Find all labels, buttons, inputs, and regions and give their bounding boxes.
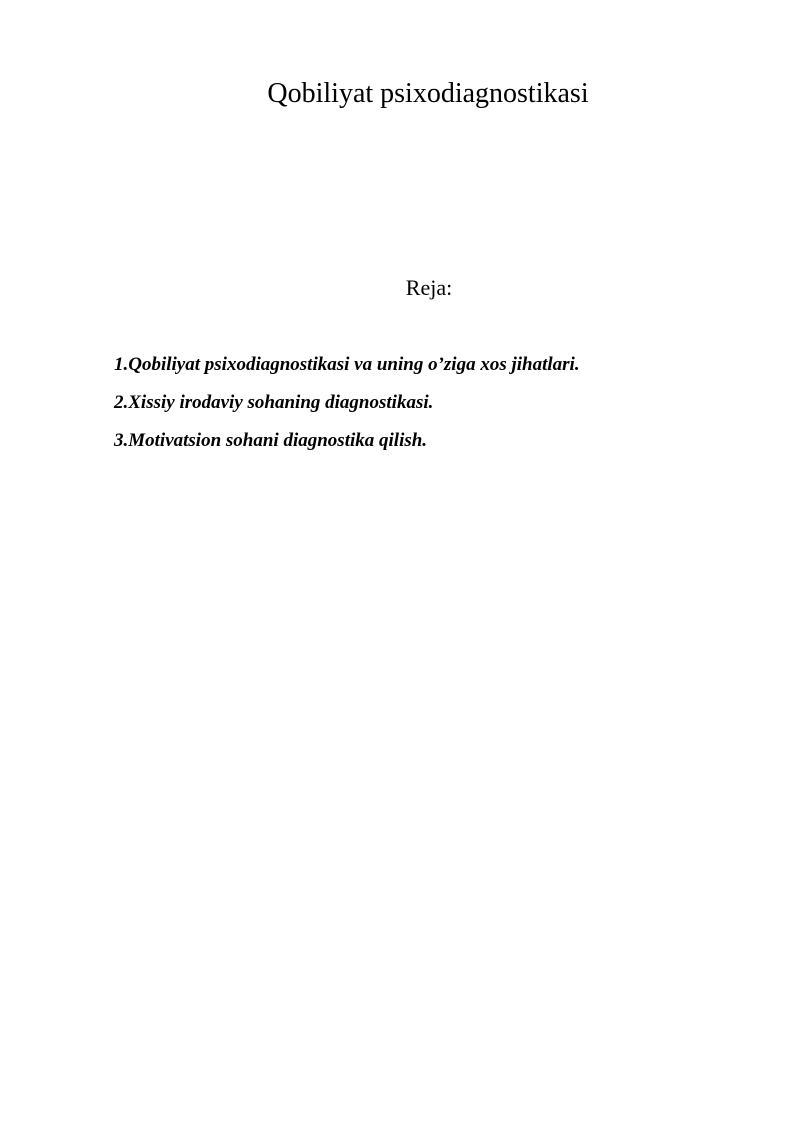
plan-item-2: 2.Xissiy irodaviy sohaning diagnostikasi. <box>114 392 434 413</box>
document-title: Qobiliyat psixodiagnostikasi <box>267 78 589 109</box>
plan-list <box>114 346 580 460</box>
plan-item-1: 1.Qobiliyat psixodiagnostikasi va uning o’ziga xos jihatlari. <box>114 354 580 375</box>
plan-heading: Reja: <box>405 275 453 300</box>
plan-item-3: 3.Motivatsion sohani diagnostika qilish. <box>114 430 428 451</box>
